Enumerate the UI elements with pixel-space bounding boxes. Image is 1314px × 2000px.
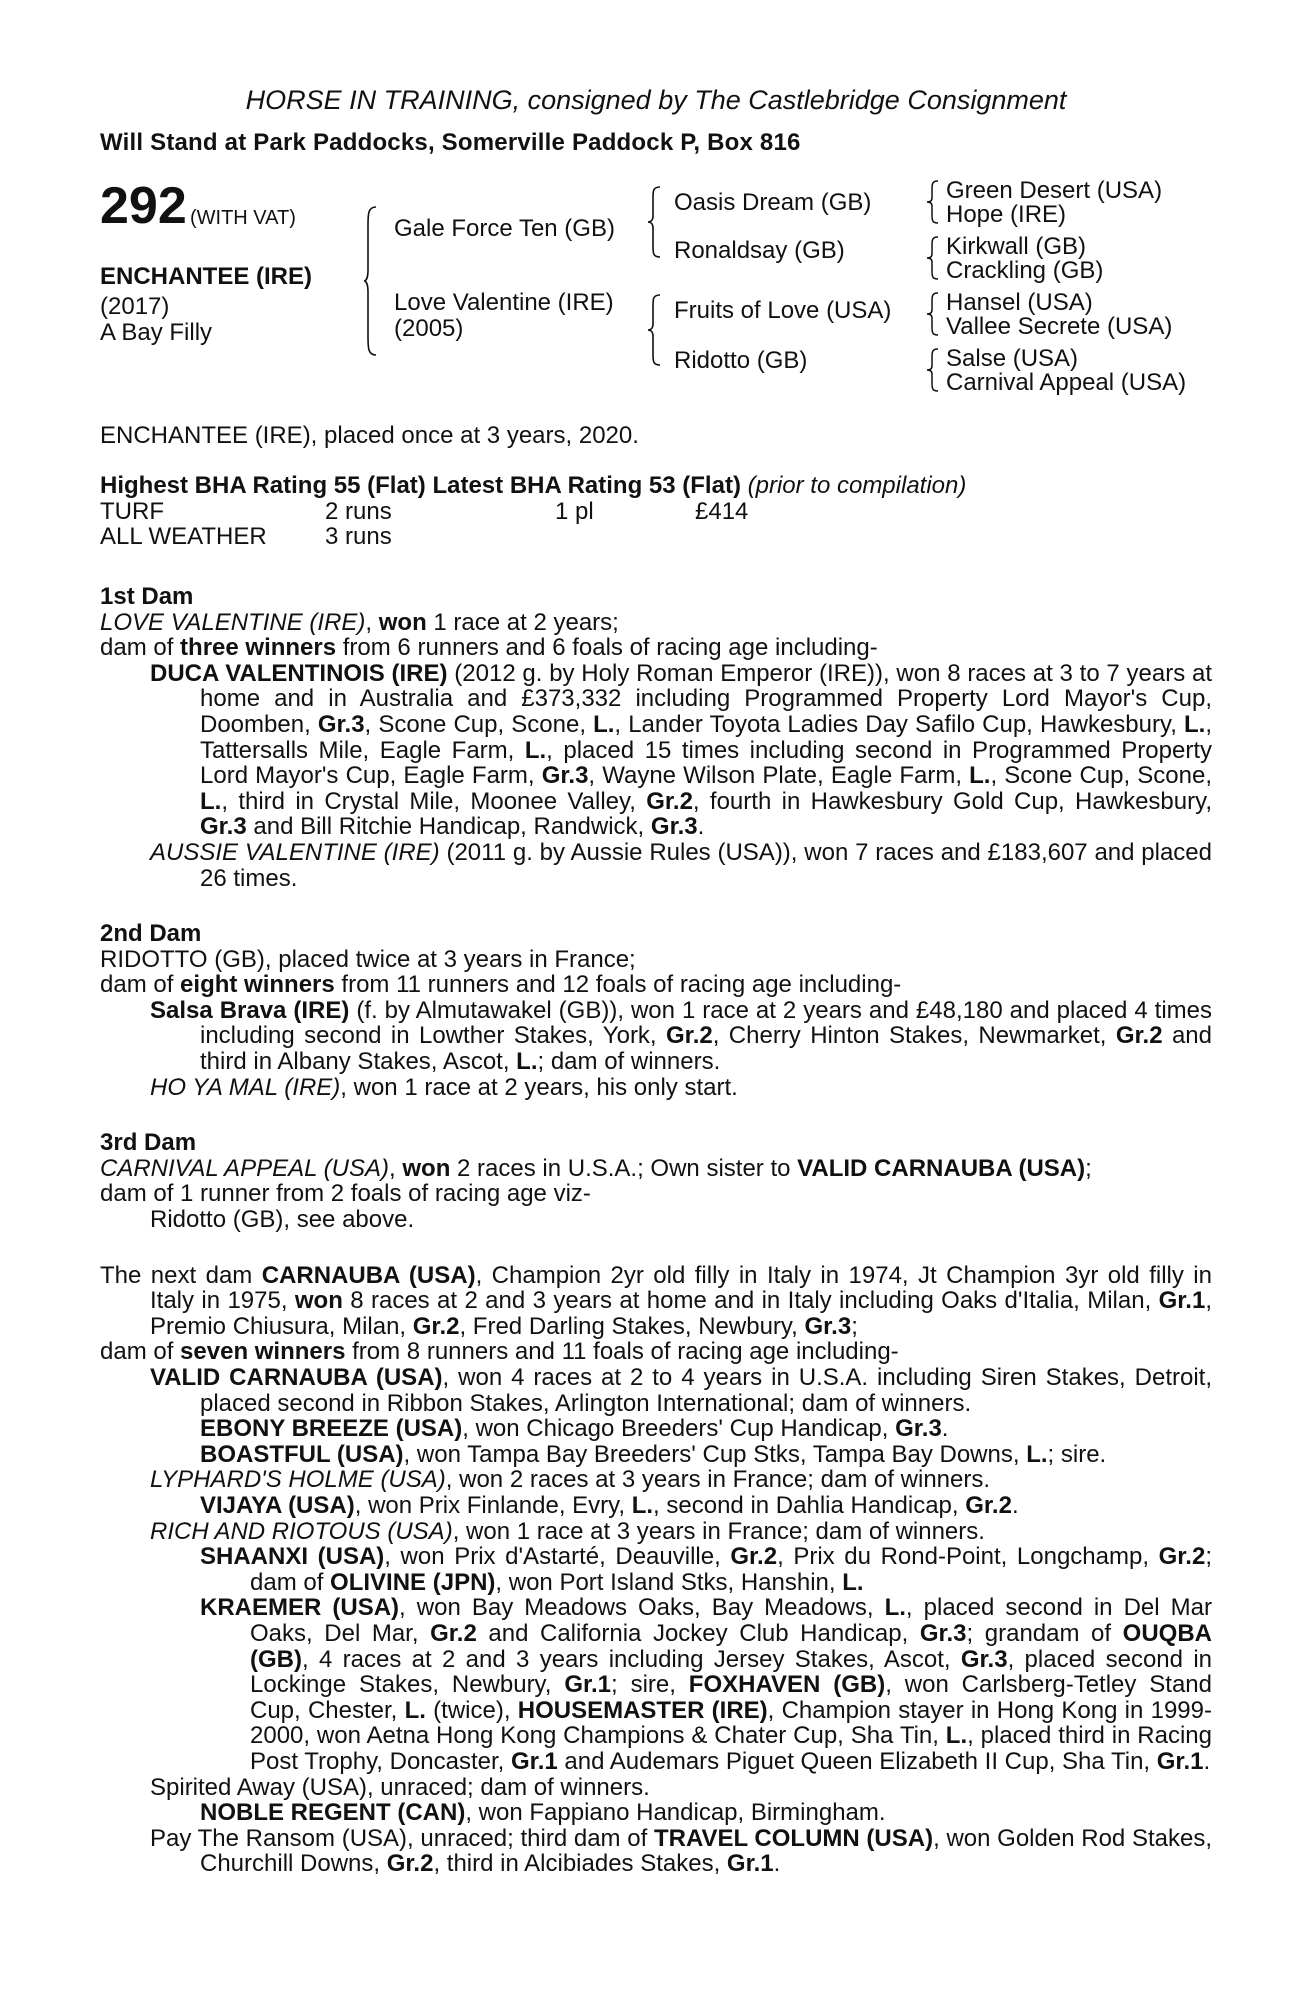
text-run: , won Golden Rod Stakes, Churchill Downs,	[200, 1824, 1213, 1878]
text-run: and third in Albany Stakes, Ascot,	[200, 1022, 1212, 1076]
brace-gg3	[926, 292, 940, 336]
text-run: , won 1 race at 2 years, his only start.	[340, 1073, 738, 1101]
record-prize: £414	[695, 497, 749, 525]
gg-5: Hansel (USA)	[946, 288, 1093, 316]
bold-run: L.	[1184, 710, 1206, 738]
text-run: .	[773, 1850, 781, 1878]
ratings-note: (prior to compilation)	[747, 472, 967, 500]
text-run: (twice),	[425, 1696, 518, 1724]
text-run: , 4 races at 2 and 3 years including Jersey Stakes, Ascot,	[301, 1645, 961, 1673]
gg-6: Vallee Secrete (USA)	[946, 312, 1173, 340]
text-run: , won Bay Meadows Oaks, Bay Meadows,	[399, 1594, 885, 1622]
text-run: ; dam of	[250, 1543, 1212, 1596]
text-run: ;	[851, 1312, 858, 1340]
bold-run: TRAVEL COLUMN (USA)	[653, 1824, 934, 1852]
text-run: ; grandam of	[966, 1619, 1123, 1647]
brace-main	[364, 206, 378, 356]
text-run: The next dam	[100, 1261, 262, 1289]
gg-7: Salse (USA)	[946, 344, 1079, 372]
dam-of-line: dam of 1 runner from 2 foals of racing age viz-	[100, 1180, 591, 1208]
text-run: .	[1011, 1491, 1019, 1519]
text-run: , Prix du Rond-Point, Longchamp,	[777, 1543, 1159, 1571]
catalogue-page	[100, 78, 1212, 1877]
bold-run: VALID CARNAUBA (USA)	[797, 1154, 1086, 1182]
vat-note: (WITH VAT)	[190, 206, 296, 229]
text-run: , Champion stayer in Hong Kong in 1999-2000, won Aetna Hong Kong Champions & Chater Cup, Sha Tin,	[250, 1696, 1212, 1750]
text-run: , won Prix d'Astarté, Deauville,	[384, 1543, 731, 1571]
progeny-entry: Ridotto (GB), see above.	[150, 1206, 415, 1234]
bold-run: Salsa Brava (IRE)	[150, 996, 350, 1024]
second-dam-section	[100, 921, 1212, 1100]
section-title: 2nd Dam	[100, 920, 202, 948]
winners-count: three winners	[180, 634, 337, 662]
progeny-entry	[200, 1416, 1212, 1442]
progeny-entry	[150, 661, 1212, 840]
text-run: , Scone Cup, Scone,	[364, 710, 594, 738]
text-run: , won 4 races at 2 to 4 years in U.S.A. including Siren Stakes, Detroit, placed second in Ribbon Stakes, Arlington International; dam of winners.	[200, 1364, 1213, 1417]
text-run: 2 races in U.S.A.; Own sister to	[450, 1154, 798, 1182]
italic-run: AUSSIE VALENTINE (IRE)	[150, 838, 440, 866]
bold-run: L.	[404, 1696, 426, 1724]
bold-run: NOBLE REGENT (CAN)	[200, 1799, 466, 1827]
bold-run: Gr.3	[200, 813, 247, 841]
sire-name: Gale Force Ten (GB)	[394, 214, 615, 242]
bold-run: L.	[1026, 1440, 1048, 1468]
text-run: , Cherry Hinton Stakes, Newmarket,	[712, 1022, 1116, 1050]
record-row-all-weather	[100, 524, 1212, 550]
brace-sire	[648, 186, 662, 258]
record-surface: TURF	[100, 497, 164, 525]
bold-run: Gr.2	[430, 1619, 477, 1647]
first-dam-section	[100, 584, 1212, 891]
bold-run: OUQBA (GB)	[250, 1619, 1212, 1673]
brace-dam	[648, 294, 662, 366]
text-run: and California Jockey Club Handicap,	[476, 1619, 920, 1647]
gg-3: Kirkwall (GB)	[946, 232, 1087, 260]
bold-run: Gr.1	[564, 1671, 612, 1699]
bold-run: Gr.2	[646, 787, 693, 815]
text-run: Pay The Ransom (USA), unraced; third dam of	[150, 1824, 654, 1852]
text-run: , Scone Cup, Scone,	[990, 762, 1213, 790]
ratings-text: Highest BHA Rating 55 (Flat) Latest BHA Rating 53 (Flat)	[100, 472, 741, 500]
bold-run: L.	[969, 762, 991, 790]
text-run: , Fred Darling Stakes, Newbury,	[459, 1312, 805, 1340]
text-run: ; dam of winners.	[537, 1048, 721, 1076]
dam-of-line	[100, 635, 1212, 661]
winners-count: eight winners	[180, 971, 335, 999]
next-dam-section	[100, 1263, 1212, 1877]
bold-run: BOASTFUL (USA)	[200, 1440, 404, 1468]
record-row-turf	[100, 499, 1212, 525]
horse-description: A Bay Filly	[100, 318, 213, 346]
italic-run: CARNIVAL APPEAL (USA)	[100, 1154, 390, 1182]
bold-run: Gr.2	[1158, 1543, 1206, 1571]
horse-year: (2017)	[100, 292, 170, 320]
bold-run: L.	[884, 1594, 906, 1622]
bold-run: Gr.2	[730, 1543, 778, 1571]
bold-run: won	[294, 1287, 343, 1315]
text-run: , won Fappiano Handicap, Birmingham.	[465, 1799, 886, 1827]
brace-gg4	[926, 348, 940, 392]
record-runs: 2 runs	[325, 497, 392, 525]
bold-run: Gr.3	[919, 1619, 967, 1647]
progeny-entry	[150, 840, 1212, 891]
text-run: from 8 runners and 11 foals of racing age including-	[345, 1338, 899, 1366]
bold-run: Gr.3	[960, 1645, 1008, 1673]
bold-run: Gr.2	[1115, 1022, 1163, 1050]
record-placed: 1 pl	[555, 497, 594, 525]
bold-run: Gr.3	[804, 1312, 852, 1340]
text-run: , fourth in Hawkesbury Gold Cup, Hawkesbury,	[692, 787, 1212, 815]
progeny-entry	[200, 1800, 1212, 1826]
text-run: ; sire,	[611, 1671, 689, 1699]
text-run: and Bill Ritchie Handicap, Randwick,	[246, 813, 651, 841]
progeny-entry	[200, 1595, 1212, 1774]
bold-run: Gr.1	[511, 1747, 558, 1775]
stand-location: Will Stand at Park Paddocks, Somerville Paddock P, Box 816	[100, 129, 801, 156]
text-run: , placed second in Lockinge Stakes, Newbury,	[250, 1645, 1212, 1699]
text-run: , placed third in Racing Post Trophy, Doncaster,	[250, 1722, 1212, 1775]
bold-run: L.	[200, 787, 222, 815]
text-run: , won Chicago Breeders' Cup Handicap,	[462, 1415, 896, 1443]
progeny-entry	[150, 1519, 1212, 1545]
bold-run: L.	[945, 1722, 968, 1750]
italic-run: LYPHARD'S HOLME (USA)	[150, 1466, 446, 1494]
text-run: dam of	[100, 1338, 181, 1366]
gg-2: Hope (IRE)	[946, 200, 1067, 228]
dam-of-prefix: dam of	[100, 634, 181, 662]
bold-run: Gr.3	[317, 710, 365, 738]
bold-run: Gr.1	[726, 1850, 774, 1878]
text-run: and Audemars Piguet Queen Elizabeth II Cup, Sha Tin,	[557, 1747, 1157, 1775]
bold-run: L.	[516, 1048, 538, 1076]
won-label: won	[378, 608, 427, 636]
section-title: 3rd Dam	[100, 1129, 197, 1157]
bold-run: SHAANXI (USA)	[200, 1543, 385, 1571]
bold-run: Gr.1	[1156, 1747, 1204, 1775]
gg-8: Carnival Appeal (USA)	[946, 368, 1187, 396]
gg-4: Crackling (GB)	[946, 256, 1104, 284]
record-runs: 3 runs	[325, 523, 392, 551]
italic-run: RICH AND RIOTOUS (USA)	[150, 1517, 453, 1545]
bold-run: Gr.3	[541, 762, 589, 790]
progeny-entry	[150, 998, 1212, 1075]
bold-run: OLIVINE (JPN)	[330, 1568, 496, 1596]
progeny-entry	[200, 1544, 1212, 1595]
sire-sire: Oasis Dream (GB)	[674, 188, 872, 216]
text-run: , placed 15 times including second in Programmed Property Lord Mayor's Cup, Eagle Farm,	[200, 736, 1212, 790]
section-title: 1st Dam	[100, 582, 194, 610]
lot-number: 292	[100, 176, 187, 235]
dam-line	[100, 1156, 1212, 1182]
dam-of-rest: from 6 runners and 6 foals of racing age including-	[336, 634, 878, 662]
progeny-entry	[150, 1826, 1212, 1877]
text-run: , Tattersalls Mile, Eagle Farm,	[200, 710, 1212, 764]
bold-run: CARNAUBA (USA)	[261, 1261, 476, 1289]
dam-of-rest: from 11 runners and 12 foals of racing age including-	[334, 971, 902, 999]
progeny-entry	[200, 1493, 1212, 1519]
text-run: ,	[389, 1154, 403, 1182]
text-run: , Lander Toyota Ladies Day Safilo Cup, Hawkesbury,	[614, 710, 1184, 738]
third-dam-section	[100, 1130, 1212, 1232]
dam-of-prefix: dam of	[100, 971, 181, 999]
text-run: , placed second in Del Mar Oaks, Del Mar,	[250, 1594, 1212, 1647]
text-run: , Wayne Wilson Plate, Eagle Farm,	[588, 762, 970, 790]
bold-run: seven winners	[180, 1338, 346, 1366]
bold-run: VALID CARNAUBA (USA)	[150, 1364, 443, 1391]
text-run: , second in Dahlia Handicap,	[653, 1491, 966, 1519]
bold-run: won	[402, 1154, 451, 1182]
bold-run: VIJAYA (USA)	[200, 1491, 355, 1519]
dam-of-line	[100, 1339, 1212, 1365]
bold-run: DUCA VALENTINOIS (IRE)	[150, 659, 448, 687]
text-run: ; sire.	[1047, 1440, 1107, 1468]
bold-run: Gr.3	[895, 1415, 942, 1443]
dam-name: Love Valentine (IRE)	[394, 288, 614, 316]
text-run: , won 1 race at 3 years in France; dam of winners.	[452, 1517, 985, 1545]
progeny-entry	[150, 1365, 1212, 1416]
text-run: .	[697, 813, 705, 841]
bold-run: Gr.1	[1158, 1287, 1206, 1315]
bold-run: EBONY BREEZE (USA)	[200, 1415, 463, 1443]
text-run: .	[1203, 1747, 1211, 1775]
bold-run: L.	[593, 710, 615, 738]
dam-dam: Ridotto (GB)	[674, 346, 808, 374]
dam-line: RIDOTTO (GB), placed twice at 3 years in France;	[100, 945, 636, 973]
bold-run: Gr.2	[666, 1022, 713, 1050]
bold-run: L.	[631, 1491, 654, 1519]
brace-gg1	[926, 180, 940, 224]
text-run: , third in Crystal Mile, Moonee Valley,	[221, 787, 647, 815]
ratings	[100, 473, 1212, 499]
progeny-entry: Spirited Away (USA), unraced; dam of winners.	[150, 1773, 650, 1801]
progeny-entry	[200, 1442, 1212, 1468]
text-run: 8 races at 2 and 3 years at home and in Italy including Oaks d'Italia, Milan,	[342, 1287, 1159, 1315]
bold-run: Gr.3	[650, 813, 698, 841]
dam-of-line	[100, 972, 1212, 998]
text-run: .	[941, 1415, 949, 1443]
bold-run: Gr.2	[965, 1491, 1012, 1519]
pedigree-block	[100, 178, 1212, 403]
dam-sire: Fruits of Love (USA)	[674, 296, 892, 324]
horse-summary: ENCHANTEE (IRE), placed once at 3 years, 2020.	[100, 421, 639, 449]
text-run: , Premio Chiusura, Milan,	[150, 1287, 1212, 1340]
progeny-entry	[150, 1467, 1212, 1493]
gg-1: Green Desert (USA)	[946, 176, 1163, 204]
bold-run: FOXHAVEN (GB)	[688, 1671, 886, 1699]
text-run: , third in Alcibiades Stakes,	[433, 1850, 727, 1878]
brace-gg2	[926, 236, 940, 280]
bold-run: KRAEMER (USA)	[200, 1594, 400, 1622]
sire-dam: Ronaldsay (GB)	[674, 236, 845, 264]
text-run: , Champion 2yr old filly in Italy in 1974, Jt Champion 3yr old filly in Italy in 1975,	[150, 1261, 1212, 1315]
dam-record: 1 race at 2 years;	[426, 608, 619, 636]
bold-run: Gr.2	[412, 1312, 460, 1340]
horse-name: ENCHANTEE (IRE)	[100, 262, 313, 290]
dam-line	[100, 610, 1212, 636]
text-run: , won 2 races at 3 years in France; dam of winners.	[445, 1466, 991, 1494]
bold-run: L.	[524, 736, 547, 764]
page-title: HORSE IN TRAINING, consigned by The Castlebridge Consignment	[245, 85, 1067, 115]
text-run: , won Prix Finlande, Evry,	[354, 1491, 632, 1519]
bold-run: Gr.2	[386, 1850, 434, 1878]
text-run: ;	[1085, 1154, 1092, 1182]
text-run: , won Carlsberg-Tetley Stand Cup, Chester,	[250, 1671, 1213, 1724]
record-surface: ALL WEATHER	[100, 523, 267, 551]
text-run: , won Port Island Stks, Hanshin,	[495, 1568, 843, 1596]
bold-run: L.	[842, 1568, 864, 1596]
next-dam-intro	[100, 1263, 1212, 1340]
text-run: (2012 g. by Holy Roman Emperor (IRE)), won 8 races at 3 to 7 years at home and in Australia and £373,332 including Programmed Property Lord Mayor's Cup, Doomben,	[200, 659, 1212, 738]
progeny-entry	[150, 1075, 1212, 1101]
dam-year: (2005)	[394, 314, 464, 342]
text-run: , won Tampa Bay Breeders' Cup Stks, Tampa Bay Downs,	[403, 1440, 1027, 1468]
text-run: (2011 g. by Aussie Rules (USA)), won 7 races and £183,607 and placed 26 times.	[200, 838, 1213, 892]
separator: ,	[365, 608, 379, 636]
italic-run: HO YA MAL (IRE)	[150, 1073, 341, 1101]
bold-run: HOUSEMASTER (IRE)	[517, 1696, 768, 1724]
dam-name: LOVE VALENTINE (IRE)	[100, 608, 366, 636]
text-run: (f. by Almutawakel (GB)), won 1 race at 2 years and £48,180 and placed 4 times including second in Lowther Stakes, York,	[200, 996, 1212, 1050]
